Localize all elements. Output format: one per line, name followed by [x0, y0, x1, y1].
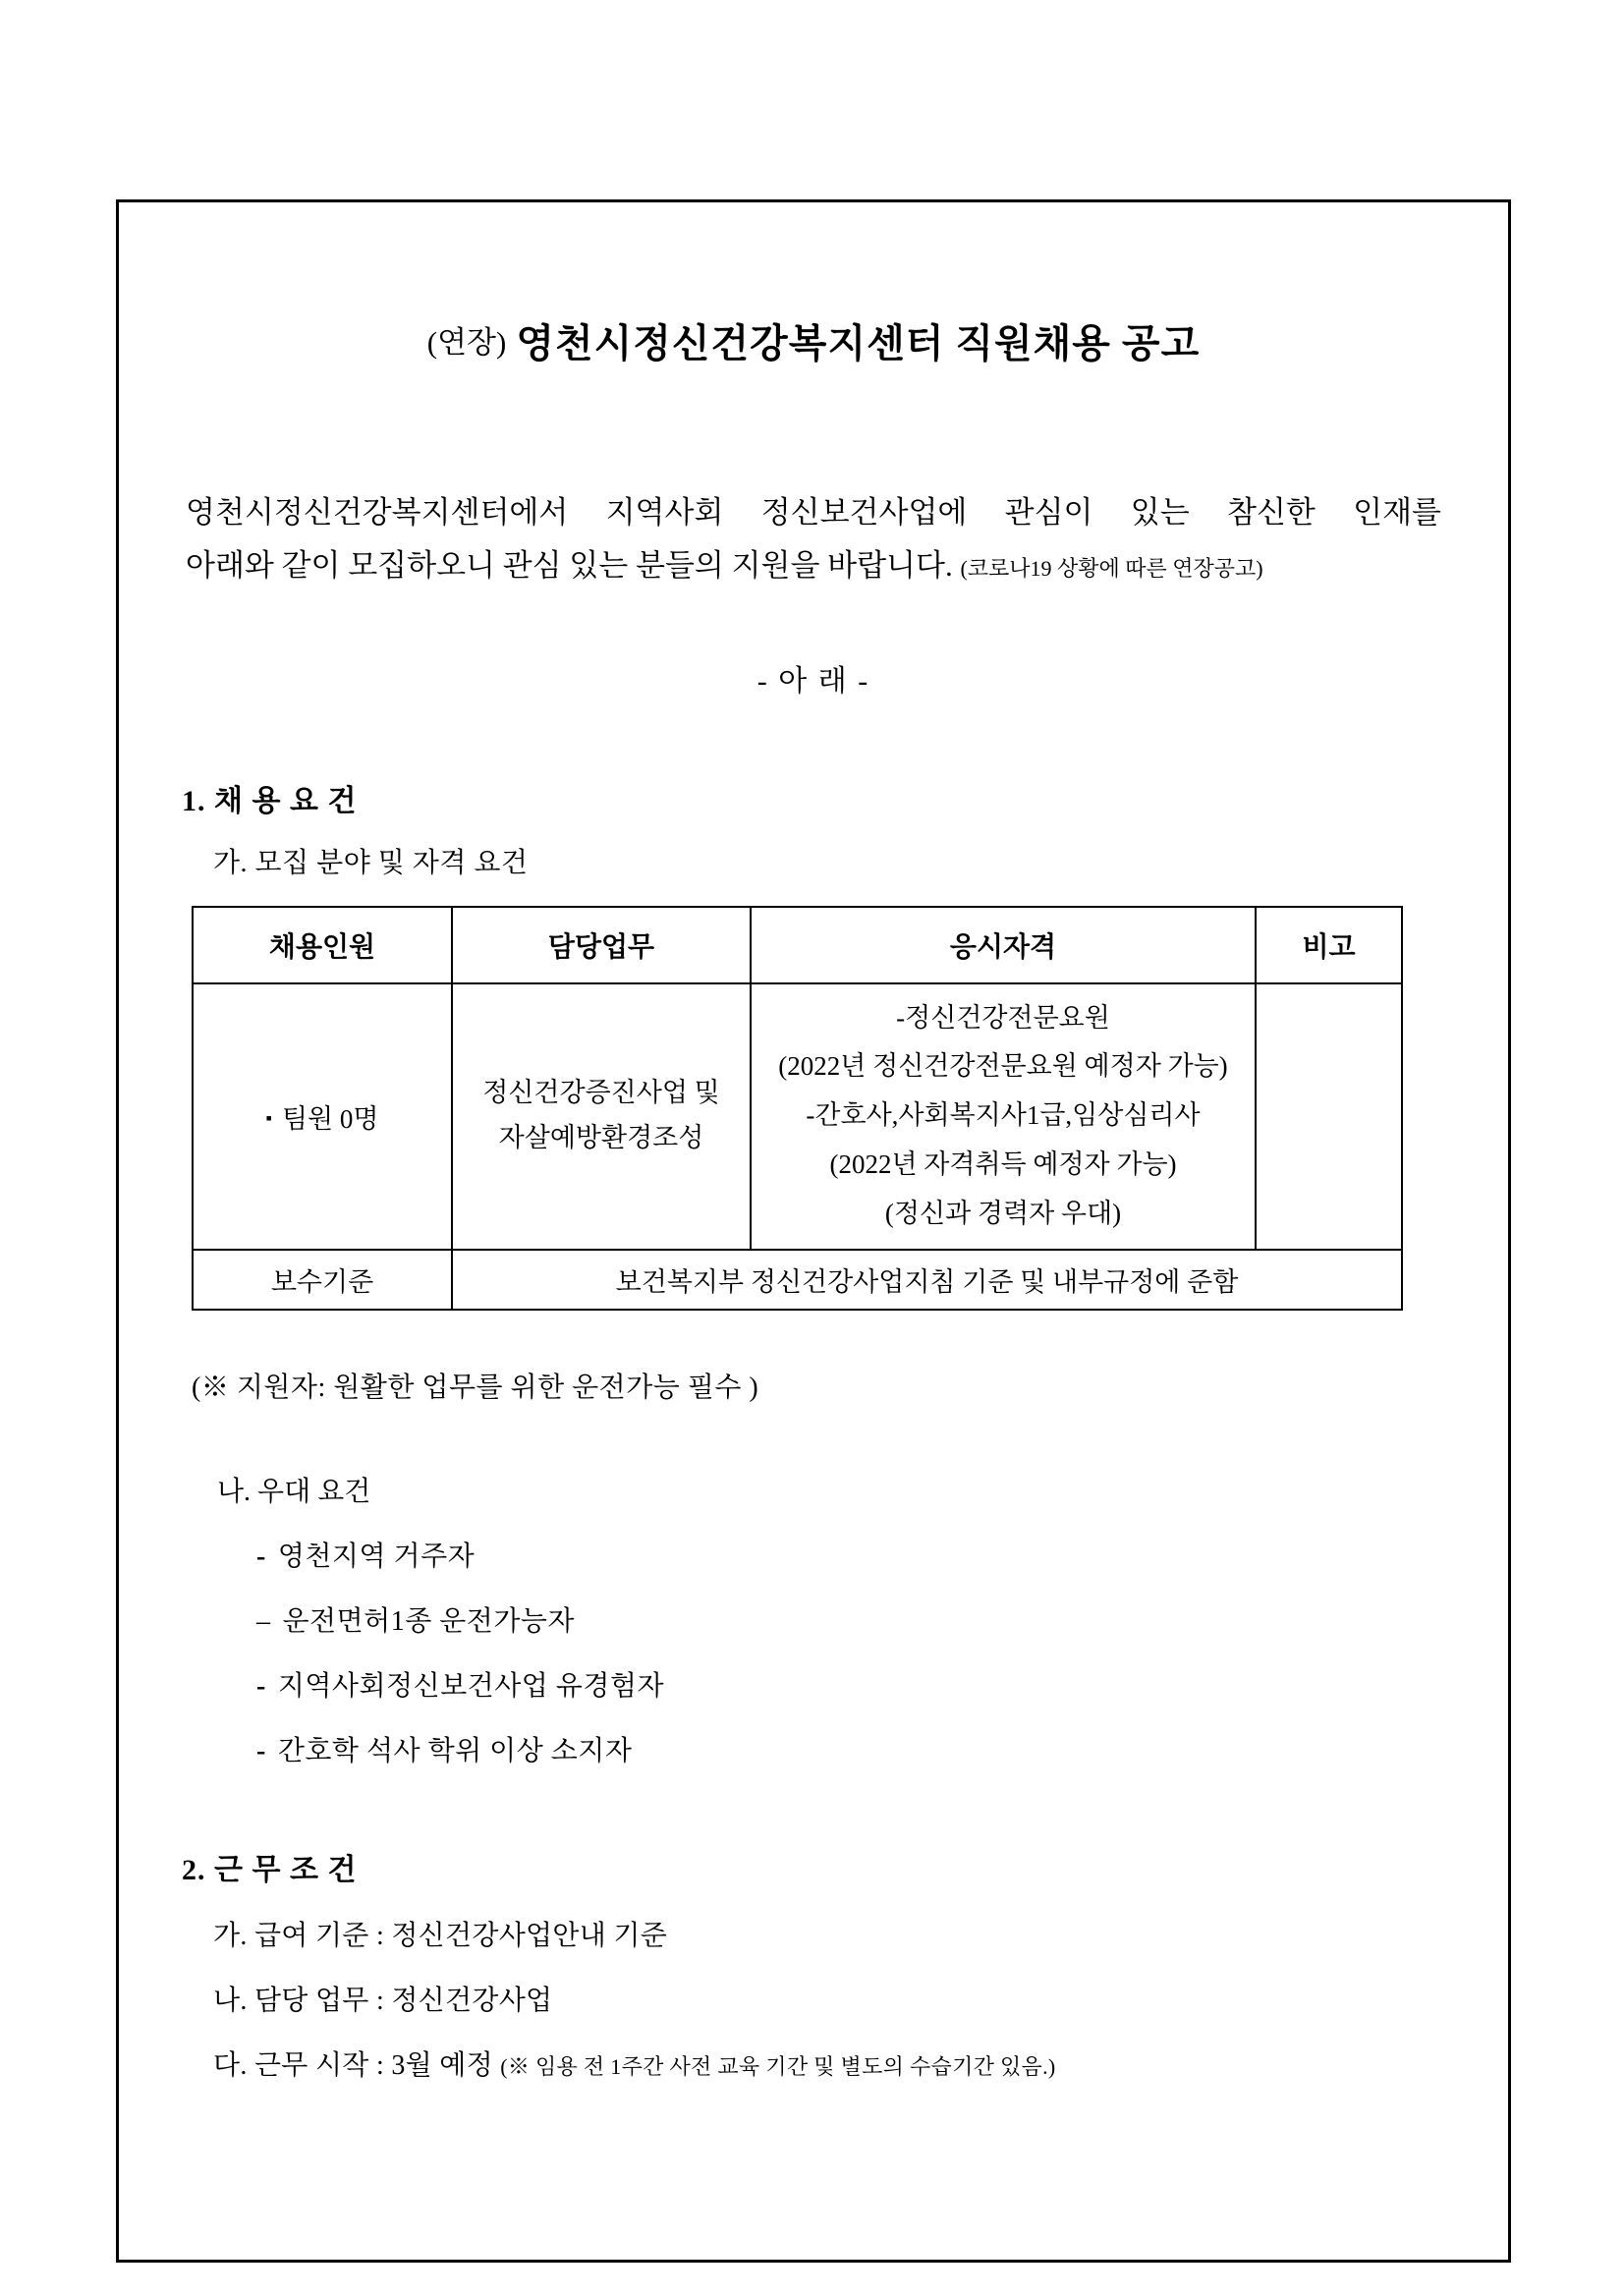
qualification-line: -간호사,사회복지사1급,임상심리사 [806, 1100, 1201, 1131]
table-header-qualification: 응시자격 [751, 907, 1256, 983]
dash-marker: – [256, 1606, 271, 1638]
list-item [256, 1729, 1449, 1768]
section-1-sub-a: 가. 모집 분야 및 자격 요건 [213, 847, 529, 878]
cell-duty [452, 983, 751, 1251]
intro-paragraph [178, 486, 1449, 593]
driving-requirement-note: (※ 지원자: 원활한 업무를 위한 운전가능 필수 ) [192, 1372, 759, 1404]
cell-duty-line-2: 자살예방환경조성 [498, 1123, 704, 1153]
list-item-label: 운전면허1종 운전가능자 [282, 1606, 575, 1638]
title-prefix: (연장) [426, 325, 507, 360]
section-1-sub-b: 나. 우대 요건 [217, 1477, 371, 1508]
qualification-line: -정신건강전문요원 [896, 1002, 1110, 1033]
table-row [193, 983, 1402, 1251]
list-item [256, 1535, 1449, 1574]
section-1-heading: 1. 채 용 요 건 [182, 784, 358, 817]
dash-marker: - [256, 1671, 266, 1703]
dash-marker: - [256, 1541, 266, 1573]
condition-text: 나. 담당 업무 : 정신건강사업 [213, 1986, 553, 2017]
list-item [256, 1599, 1449, 1639]
list-item-label: 영천지역 거주자 [277, 1541, 476, 1573]
table-header-members: 채용인원 [193, 907, 452, 983]
qualification-line: (2022년 자격취득 예정자 가능) [829, 1149, 1177, 1180]
table-header-duty: 담당업무 [452, 907, 751, 983]
recruitment-table [192, 906, 1403, 1312]
condition-note: (※ 임용 전 1주간 사전 교육 기간 및 별도의 수습기간 있음.) [500, 2054, 1056, 2080]
square-bullet-icon: ▪ [265, 1107, 272, 1128]
arae-divider: - 아 래 - [756, 664, 870, 698]
intro-line-2-text: 아래와 같이 모집하오니 관심 있는 분들의 지원을 바랍니다. [186, 548, 953, 584]
intro-line-2 [186, 539, 1441, 592]
title-main: 영천시정신건강복지센터 직원채용 공고 [516, 321, 1201, 365]
list-item-label: 지역사회정신보건사업 유경험자 [277, 1671, 665, 1703]
list-item [256, 1664, 1449, 1704]
page-title [178, 312, 1449, 368]
list-item [213, 2044, 1449, 2083]
intro-note: (코로나19 상황에 따른 연장공고) [960, 556, 1263, 582]
cell-remark [1256, 983, 1402, 1251]
table-header-remark: 비고 [1256, 907, 1402, 983]
document-page [116, 199, 1511, 2263]
list-item-label: 간호학 석사 학위 이상 소지자 [277, 1736, 633, 1767]
qualification-line: (2022년 정신건강전문요원 예정자 가능) [778, 1051, 1228, 1082]
table-row-pay [193, 1250, 1402, 1310]
intro-line-1: 영천시정신건강복지센터에서 지역사회 정신보건사업에 관심이 있는 참신한 인재를 [186, 495, 1441, 530]
condition-text: 다. 근무 시작 : 3월 예정 [213, 2050, 493, 2082]
document-body [119, 202, 1508, 2083]
cell-members [193, 983, 452, 1251]
preference-list [178, 1535, 1449, 1768]
cell-duty-line-1: 정신건강증진사업 및 [482, 1078, 720, 1108]
cell-qualifications [751, 983, 1256, 1251]
qualification-line: (정신과 경력자 우대) [884, 1199, 1122, 1229]
table-header-row [193, 907, 1402, 983]
working-conditions-list [178, 1914, 1449, 2083]
list-item [213, 1914, 1449, 1953]
list-item [213, 1979, 1449, 2018]
section-2-heading: 2. 근 무 조 건 [182, 1854, 358, 1887]
dash-marker: - [256, 1736, 266, 1767]
condition-text: 가. 급여 기준 : 정신건강사업안내 기준 [213, 1921, 668, 1952]
cell-pay-value: 보건복지부 정신건강사업지침 기준 및 내부규정에 준함 [452, 1250, 1402, 1310]
cell-pay-label: 보수기준 [193, 1250, 452, 1310]
cell-members-text: 팀원 0명 [281, 1103, 379, 1134]
